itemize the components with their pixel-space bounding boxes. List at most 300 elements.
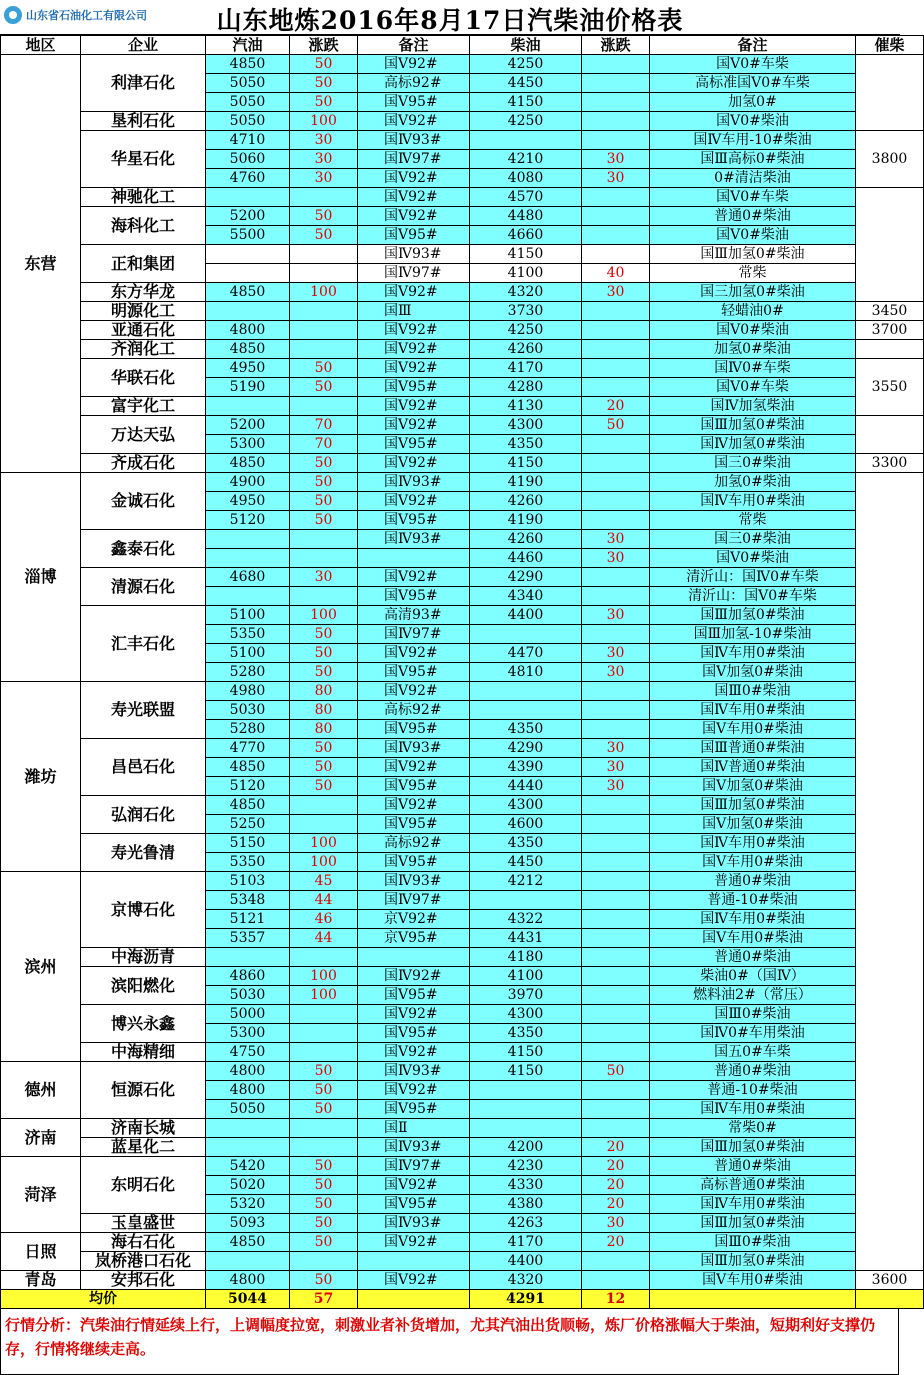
table-row: [1, 967, 924, 986]
diesel-change-cell: 30: [582, 663, 650, 682]
gasoline-change-cell: 50: [290, 55, 358, 74]
company-cell: 汇丰石化: [81, 606, 206, 682]
gasoline-price-cell: 5103: [206, 872, 290, 891]
gasoline-note-cell: 国Ⅴ92#: [358, 1233, 470, 1252]
gasoline-note-cell: 国Ⅳ93#: [358, 131, 470, 150]
gasoline-price-cell: 4850: [206, 758, 290, 777]
gasoline-change-cell: 50: [290, 207, 358, 226]
diesel-price-cell: 4320: [470, 1271, 582, 1290]
diesel-price-cell: 4212: [470, 872, 582, 891]
diesel-price-cell: 4300: [470, 796, 582, 815]
gasoline-price-cell: 4900: [206, 473, 290, 492]
gasoline-price-cell: 5150: [206, 834, 290, 853]
diesel-price-cell: 3970: [470, 986, 582, 1005]
diesel-note-cell: 国Ⅲ加氢-10#柴油: [650, 625, 856, 644]
gasoline-change-cell: 50: [290, 1081, 358, 1100]
region-cell: 青岛: [1, 1271, 81, 1290]
diesel-price-cell: 4480: [470, 207, 582, 226]
company-cell: 华联石化: [81, 359, 206, 397]
gasoline-change-cell: 50: [290, 758, 358, 777]
gasoline-note-cell: 国Ⅴ95#: [358, 720, 470, 739]
gasoline-change-cell: 50: [290, 1271, 358, 1290]
region-cell: 菏泽: [1, 1157, 81, 1233]
diesel-note-cell: 清沂山：国Ⅳ0#车柴: [650, 568, 856, 587]
gasoline-change-cell: [290, 1138, 358, 1157]
table-row: [1, 606, 924, 625]
company-cell: 安邦石化: [81, 1271, 206, 1290]
gasoline-note-cell: 国Ⅴ92#: [358, 112, 470, 131]
gasoline-change-cell: [290, 796, 358, 815]
diesel-change-cell: 50: [582, 416, 650, 435]
gasoline-note-cell: 国Ⅴ95#: [358, 1024, 470, 1043]
diesel-note-cell: 国Ⅳ加氢柴油: [650, 397, 856, 416]
company-cell: 济南长城: [81, 1119, 206, 1138]
gasoline-note-cell: 国Ⅴ92#: [358, 188, 470, 207]
diesel-note-cell: 国Ⅳ车用0#柴油: [650, 644, 856, 663]
gasoline-price-cell: 5093: [206, 1214, 290, 1233]
diesel-change-cell: [582, 568, 650, 587]
company-cell: 寿光鲁清: [81, 834, 206, 872]
diesel-change-cell: [582, 587, 650, 606]
gasoline-price-cell: [206, 587, 290, 606]
table-row: [1, 340, 924, 359]
diesel-note-cell: 国Ⅳ0#车柴: [650, 359, 856, 378]
company-cell: 齐润化工: [81, 340, 206, 359]
region-cell: 淄博: [1, 473, 81, 682]
diesel-note-cell: 国Ⅳ车用0#柴油: [650, 1195, 856, 1214]
gasoline-note-cell: 国Ⅴ95#: [358, 663, 470, 682]
company-cell: 神驰化工: [81, 188, 206, 207]
gasoline-note-cell: 国Ⅲ: [358, 302, 470, 321]
diesel-note-cell: 国Ⅴ车用0#柴油: [650, 720, 856, 739]
diesel-note-cell: 国Ⅴ0#柴油: [650, 226, 856, 245]
diesel-note-cell: 国Ⅲ0#柴油: [650, 1005, 856, 1024]
company-cell: 弘润石化: [81, 796, 206, 834]
gasoline-note-cell: 国Ⅴ95#: [358, 1100, 470, 1119]
gasoline-price-cell: 5200: [206, 416, 290, 435]
gasoline-note-cell: 国Ⅴ92#: [358, 321, 470, 340]
diesel-change-cell: [582, 1005, 650, 1024]
diesel-price-cell: 4290: [470, 568, 582, 587]
diesel-change-cell: 20: [582, 1157, 650, 1176]
table-row: [1, 473, 924, 492]
company-cell: 万达天弘: [81, 416, 206, 454]
region-cell: 潍坊: [1, 682, 81, 872]
gasoline-change-cell: 50: [290, 1176, 358, 1195]
gasoline-note-cell: 国Ⅴ95#: [358, 1195, 470, 1214]
diesel-change-cell: [582, 93, 650, 112]
diesel-price-cell: 4400: [470, 606, 582, 625]
diesel-change-cell: 20: [582, 1233, 650, 1252]
diesel-price-cell: 4390: [470, 758, 582, 777]
diesel-note-cell: 普通0#柴油: [650, 1157, 856, 1176]
gasoline-note-cell: 国Ⅴ92#: [358, 758, 470, 777]
gasoline-change-cell: 50: [290, 1195, 358, 1214]
gasoline-change-cell: [290, 340, 358, 359]
gasoline-price-cell: 4950: [206, 492, 290, 511]
diesel-note-cell: 国Ⅳ0#车用柴油: [650, 1024, 856, 1043]
gasoline-price-cell: 5120: [206, 777, 290, 796]
company-cell: 鑫泰石化: [81, 530, 206, 568]
diesel-change-cell: [582, 55, 650, 74]
gasoline-price-cell: 5420: [206, 1157, 290, 1176]
diesel-price-cell: [470, 701, 582, 720]
diesel-price-cell: 4260: [470, 530, 582, 549]
company-cell: 中海精细: [81, 1043, 206, 1062]
diesel-note-cell: 国Ⅳ车用0#柴油: [650, 834, 856, 853]
diesel-price-cell: 4170: [470, 359, 582, 378]
gasoline-change-cell: 100: [290, 112, 358, 131]
gasoline-note-cell: 国Ⅱ: [358, 1119, 470, 1138]
table-row: [1, 245, 924, 264]
diesel-change-cell: [582, 188, 650, 207]
gasoline-note-cell: 国Ⅳ93#: [358, 245, 470, 264]
gasoline-price-cell: 4800: [206, 1271, 290, 1290]
diesel-note-cell: 国Ⅳ车用0#柴油: [650, 492, 856, 511]
gasoline-price-cell: 5350: [206, 853, 290, 872]
gasoline-note-cell: 国Ⅴ92#: [358, 359, 470, 378]
gasoline-note-cell: 国Ⅴ92#: [358, 55, 470, 74]
gasoline-change-cell: [290, 1043, 358, 1062]
diesel-note-cell: 常柴: [650, 264, 856, 283]
diesel-change-cell: [582, 226, 650, 245]
diesel-change-cell: [582, 492, 650, 511]
diesel-price-cell: 4322: [470, 910, 582, 929]
table-row: [1, 321, 924, 340]
company-cell: 京博石化: [81, 872, 206, 948]
gasoline-note-cell: 国Ⅴ92#: [358, 644, 470, 663]
table-row: [1, 1005, 924, 1024]
gasoline-note-cell: 国Ⅳ93#: [358, 739, 470, 758]
gasoline-price-cell: 5348: [206, 891, 290, 910]
diesel-note-cell: 普通-10#柴油: [650, 891, 856, 910]
diesel-price-cell: 4080: [470, 169, 582, 188]
gasoline-note-cell: 京Ⅴ92#: [358, 910, 470, 929]
gasoline-price-cell: 5000: [206, 1005, 290, 1024]
gasoline-change-cell: [290, 549, 358, 568]
gasoline-price-cell: [206, 302, 290, 321]
diesel-note-cell: 加氢0#: [650, 93, 856, 112]
diesel-change-cell: [582, 853, 650, 872]
gasoline-change-cell: 30: [290, 169, 358, 188]
diesel-change-cell: [582, 207, 650, 226]
diesel-change-cell: [582, 1252, 650, 1271]
diesel-change-cell: 30: [582, 644, 650, 663]
diesel-change-cell: [582, 815, 650, 834]
gasoline-note-cell: 国Ⅳ97#: [358, 150, 470, 169]
diesel-note-cell: 普通0#柴油: [650, 1062, 856, 1081]
diesel-note-cell: 常柴: [650, 511, 856, 530]
diesel-note-cell: 普通-10#柴油: [650, 1081, 856, 1100]
diesel-change-cell: 40: [582, 264, 650, 283]
diesel-note-cell: 国Ⅴ0#车柴: [650, 188, 856, 207]
diesel-change-cell: 30: [582, 549, 650, 568]
gasoline-change-cell: [290, 530, 358, 549]
diesel-change-cell: [582, 1119, 650, 1138]
gasoline-change-cell: 70: [290, 435, 358, 454]
table-row: [1, 834, 924, 853]
cuichai-cell: [856, 188, 924, 302]
diesel-note-cell: 普通0#柴油: [650, 948, 856, 967]
diesel-change-cell: [582, 74, 650, 93]
gasoline-price-cell: 5050: [206, 1100, 290, 1119]
diesel-change-cell: [582, 435, 650, 454]
diesel-price-cell: [470, 131, 582, 150]
diesel-note-cell: 国Ⅲ加氢0#柴油: [650, 1138, 856, 1157]
diesel-note-cell: 国三0#柴油: [650, 530, 856, 549]
diesel-price-cell: 4460: [470, 549, 582, 568]
gasoline-price-cell: [206, 245, 290, 264]
gasoline-price-cell: 4850: [206, 340, 290, 359]
gasoline-note-cell: 高标92#: [358, 834, 470, 853]
company-cell: 利津石化: [81, 55, 206, 112]
diesel-change-cell: [582, 454, 650, 473]
gasoline-change-cell: [290, 397, 358, 416]
gasoline-note-cell: [358, 1252, 470, 1271]
diesel-note-cell: 国五0#车柴: [650, 1043, 856, 1062]
diesel-note-cell: 国Ⅴ0#柴油: [650, 549, 856, 568]
diesel-note-cell: 国Ⅴ车用0#柴油: [650, 929, 856, 948]
gasoline-note-cell: 国Ⅳ93#: [358, 473, 470, 492]
diesel-note-cell: 加氢0#柴油: [650, 473, 856, 492]
diesel-change-cell: [582, 321, 650, 340]
gasoline-price-cell: 4850: [206, 796, 290, 815]
diesel-price-cell: 4250: [470, 112, 582, 131]
diesel-price-cell: 4150: [470, 454, 582, 473]
diesel-note-cell: 国Ⅲ0#柴油: [650, 682, 856, 701]
diesel-note-cell: 国Ⅲ加氢0#柴油: [650, 606, 856, 625]
cuichai-cell: 3600: [856, 1271, 924, 1290]
table-row: [1, 1157, 924, 1176]
diesel-price-cell: 4450: [470, 853, 582, 872]
diesel-price-cell: 4400: [470, 1252, 582, 1271]
gasoline-note-cell: 国Ⅳ97#: [358, 625, 470, 644]
gasoline-change-cell: 100: [290, 967, 358, 986]
table-row: [1, 682, 924, 701]
company-cell: 滨阳燃化: [81, 967, 206, 1005]
gasoline-change-cell: 46: [290, 910, 358, 929]
diesel-note-cell: 国Ⅴ0#车柴: [650, 55, 856, 74]
col-header-cuichai: 催柴: [856, 36, 924, 55]
gasoline-change-cell: 50: [290, 1214, 358, 1233]
page-title: 山东地炼2016年8月17日汽柴油价格表: [216, 6, 684, 35]
diesel-note-cell: 国Ⅳ车用0#柴油: [650, 1100, 856, 1119]
gasoline-note-cell: 国Ⅴ92#: [358, 416, 470, 435]
diesel-price-cell: [470, 625, 582, 644]
gasoline-note-cell: 高清93#: [358, 606, 470, 625]
diesel-price-cell: 4150: [470, 245, 582, 264]
gasoline-price-cell: 4950: [206, 359, 290, 378]
gasoline-change-cell: 30: [290, 568, 358, 587]
diesel-price-cell: 4350: [470, 720, 582, 739]
gasoline-note-cell: 国Ⅴ95#: [358, 378, 470, 397]
gasoline-price-cell: 5280: [206, 663, 290, 682]
table-row: [1, 207, 924, 226]
gasoline-note-cell: 国Ⅳ92#: [358, 967, 470, 986]
diesel-change-cell: [582, 929, 650, 948]
diesel-change-cell: 20: [582, 1176, 650, 1195]
col-header-region: 地区: [1, 36, 81, 55]
diesel-change-cell: [582, 511, 650, 530]
average-gasoline: 5044: [206, 1290, 290, 1309]
region-cell: 东营: [1, 55, 81, 473]
gasoline-price-cell: 5250: [206, 815, 290, 834]
diesel-note-cell: 国Ⅴ0#柴油: [650, 321, 856, 340]
gasoline-note-cell: 国Ⅴ95#: [358, 815, 470, 834]
gasoline-change-cell: 50: [290, 226, 358, 245]
diesel-price-cell: 4190: [470, 473, 582, 492]
gasoline-change-cell: 100: [290, 986, 358, 1005]
gasoline-note-cell: 国Ⅴ95#: [358, 93, 470, 112]
cuichai-cell: 3450: [856, 302, 924, 321]
diesel-change-cell: [582, 891, 650, 910]
diesel-change-cell: 30: [582, 283, 650, 302]
diesel-change-cell: [582, 1100, 650, 1119]
diesel-price-cell: 4100: [470, 967, 582, 986]
gasoline-note-cell: 国Ⅴ92#: [358, 1081, 470, 1100]
table-row: [1, 302, 924, 321]
gasoline-note-cell: 国Ⅴ95#: [358, 986, 470, 1005]
gasoline-note-cell: 高标92#: [358, 74, 470, 93]
gasoline-change-cell: 50: [290, 777, 358, 796]
gasoline-change-cell: 50: [290, 1062, 358, 1081]
diesel-change-cell: [582, 967, 650, 986]
diesel-change-cell: 30: [582, 150, 650, 169]
company-cell: 华星石化: [81, 131, 206, 188]
table-row: [1, 454, 924, 473]
gasoline-price-cell: 5300: [206, 1024, 290, 1043]
col-header-diesel-change: 涨跌: [582, 36, 650, 55]
gasoline-note-cell: 国Ⅳ97#: [358, 264, 470, 283]
market-analysis: 行情分析：汽柴油行情延续上行，上调幅度拉宽，刺激业者补货增加，尤其汽油出货顺畅，炼厂价格涨幅大于柴油，短期利好支撑仍存，行情将继续走高。: [0, 1309, 899, 1375]
company-cell: 海科化工: [81, 207, 206, 245]
gasoline-change-cell: [290, 245, 358, 264]
diesel-price-cell: 4260: [470, 492, 582, 511]
gasoline-change-cell: 80: [290, 720, 358, 739]
gasoline-change-cell: 44: [290, 929, 358, 948]
region-cell: 德州: [1, 1062, 81, 1119]
diesel-price-cell: 4130: [470, 397, 582, 416]
gasoline-price-cell: 4800: [206, 1081, 290, 1100]
diesel-change-cell: 30: [582, 169, 650, 188]
diesel-change-cell: [582, 1024, 650, 1043]
diesel-note-cell: 国Ⅴ加氢0#柴油: [650, 815, 856, 834]
table-row: [1, 1271, 924, 1290]
gasoline-note-cell: [358, 948, 470, 967]
diesel-note-cell: 高标准国Ⅴ0#车柴: [650, 74, 856, 93]
diesel-price-cell: 4431: [470, 929, 582, 948]
diesel-note-cell: 国Ⅳ普通0#柴油: [650, 758, 856, 777]
average-diesel-change: 12: [582, 1290, 650, 1309]
cuichai-cell: 3300: [856, 454, 924, 473]
company-cell: 昌邑石化: [81, 739, 206, 796]
diesel-change-cell: 50: [582, 1062, 650, 1081]
gasoline-note-cell: 国Ⅴ95#: [358, 853, 470, 872]
gasoline-note-cell: 国Ⅳ97#: [358, 1157, 470, 1176]
diesel-price-cell: [470, 1119, 582, 1138]
table-row: [1, 796, 924, 815]
diesel-price-cell: 4170: [470, 1233, 582, 1252]
gasoline-price-cell: 4760: [206, 169, 290, 188]
gasoline-note-cell: [358, 549, 470, 568]
gasoline-price-cell: [206, 1252, 290, 1271]
gasoline-change-cell: 50: [290, 378, 358, 397]
gasoline-change-cell: 30: [290, 150, 358, 169]
gasoline-note-cell: 国Ⅴ92#: [358, 283, 470, 302]
gasoline-change-cell: 50: [290, 1233, 358, 1252]
diesel-change-cell: 20: [582, 397, 650, 416]
cuichai-cell: 3800: [856, 131, 924, 188]
gasoline-change-cell: [290, 188, 358, 207]
gasoline-price-cell: 5190: [206, 378, 290, 397]
table-row: [1, 1062, 924, 1081]
diesel-change-cell: [582, 1271, 650, 1290]
diesel-change-cell: 30: [582, 777, 650, 796]
diesel-note-cell: 国Ⅲ加氢0#柴油: [650, 796, 856, 815]
diesel-price-cell: 4263: [470, 1214, 582, 1233]
gasoline-change-cell: 50: [290, 93, 358, 112]
gasoline-price-cell: 5050: [206, 93, 290, 112]
gasoline-note-cell: 国Ⅴ92#: [358, 568, 470, 587]
diesel-note-cell: 国三0#柴油: [650, 454, 856, 473]
diesel-change-cell: 20: [582, 1195, 650, 1214]
gasoline-change-cell: 100: [290, 283, 358, 302]
diesel-change-cell: [582, 1043, 650, 1062]
gasoline-change-cell: 100: [290, 834, 358, 853]
table-row: [1, 359, 924, 378]
diesel-price-cell: 4180: [470, 948, 582, 967]
diesel-note-cell: 国Ⅳ车用0#柴油: [650, 701, 856, 720]
diesel-note-cell: 国Ⅴ0#柴油: [650, 112, 856, 131]
gasoline-change-cell: 50: [290, 492, 358, 511]
diesel-change-cell: [582, 720, 650, 739]
region-cell: 滨州: [1, 872, 81, 1062]
table-row: [1, 397, 924, 416]
diesel-change-cell: 30: [582, 758, 650, 777]
diesel-note-cell: 0#清洁柴油: [650, 169, 856, 188]
diesel-price-cell: 4810: [470, 663, 582, 682]
table-row: [1, 1214, 924, 1233]
gasoline-price-cell: 5030: [206, 701, 290, 720]
diesel-change-cell: [582, 1081, 650, 1100]
diesel-change-cell: [582, 910, 650, 929]
diesel-change-cell: [582, 112, 650, 131]
gasoline-price-cell: [206, 188, 290, 207]
gasoline-price-cell: 4710: [206, 131, 290, 150]
diesel-change-cell: [582, 302, 650, 321]
average-diesel: 4291: [470, 1290, 582, 1309]
diesel-change-cell: [582, 986, 650, 1005]
gasoline-note-cell: 国Ⅳ93#: [358, 530, 470, 549]
gasoline-change-cell: 30: [290, 131, 358, 150]
gasoline-price-cell: [206, 1138, 290, 1157]
diesel-price-cell: 4450: [470, 74, 582, 93]
diesel-price-cell: 4300: [470, 416, 582, 435]
gasoline-change-cell: 45: [290, 872, 358, 891]
gasoline-change-cell: 70: [290, 416, 358, 435]
gasoline-change-cell: 100: [290, 606, 358, 625]
gasoline-change-cell: 50: [290, 454, 358, 473]
gasoline-note-cell: 国Ⅴ92#: [358, 1271, 470, 1290]
diesel-note-cell: 国Ⅲ0#柴油: [650, 1233, 856, 1252]
gasoline-price-cell: [206, 530, 290, 549]
diesel-price-cell: 4470: [470, 644, 582, 663]
region-cell: 济南: [1, 1119, 81, 1157]
gasoline-price-cell: 4800: [206, 1062, 290, 1081]
cuichai-cell: 3700: [856, 321, 924, 340]
gasoline-price-cell: 5020: [206, 1176, 290, 1195]
cuichai-cell: 3550: [856, 359, 924, 416]
